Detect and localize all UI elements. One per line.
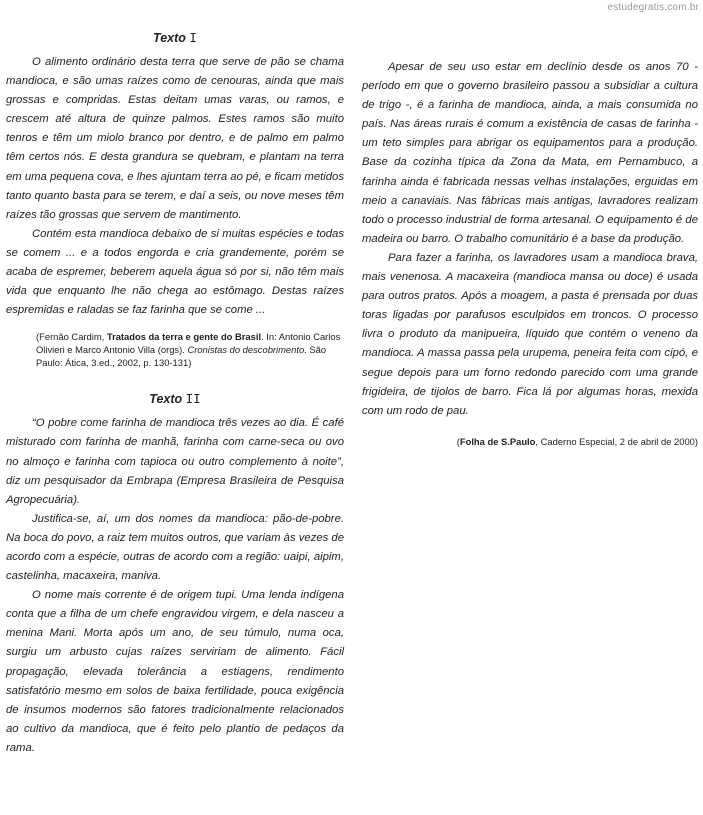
citation-title: Tratados da terra e gente do Brasil [106,331,262,343]
texto-1-paragraph-1: O alimento ordinário desta terra que serve de pão se chama mandioca, e são umas raízes como de cenouras, ainda que mais grossas e compridas. Estas deitam umas varas, ou ramos, e crescem até altura de quinze palmos. Estes ramos são muito tenros e têm um miolo branco por dentro, e de palmo em palmo têm certos nós. E desta grandura se quebram, e plantam na terra em uma pequena cova, e lhes ajuntam terra ao pé, e ficam metidos tanto quanto basta para se terem, e daí a seis, ou nove meses têm raízes tão grossas que servem de mantimento. [6,56,344,221]
watermark: estudegratis.com.br [607,2,699,13]
heading-number: II [185,391,201,407]
texto-1-paragraph-2: Contém esta mandioca debaixo de si muitas espécies e todas se comem ... e a todos engorda e cria grandemente, porém se acaba de espremer, beberem aquela água só por si, não têm mais vida que enquanto lhe não chega ao estômago. Destas raízes espremidas e raladas se faz farinha que se come ... [6,227,344,317]
citation-suffix: . São Paulo: Ática, 3.ed., 2002, p. 130-131) [36,344,327,369]
texto-2-paragraph-4: Apesar de seu uso estar em declínio desde os anos 70 - período em que o governo brasileiro passou a subsidiar a cultura de trigo -, é a farinha de mandioca, ainda, a mais consumida no país. Nas áreas rurais é comum a existência de casas de farinha - um teto simples para abrigar os equipamentos para a produção. Base da cozinha típica da Zona da Mata, em Pernambuco, a farinha ainda é fabricada nessas velhas instalações, erguidas em meio a canaviais. Nas fábricas mais antigas, lavradores realizam todo o processo industrial de forma artesanal. O equipamento é de madeira ou barro. O trabalho comunitário é a base da produção. [362,61,698,245]
heading-word: Texto [153,31,186,45]
heading-number: I [189,30,197,45]
heading-word: Texto [149,392,183,407]
citation-prefix: (Fernão Cardim, [36,331,107,343]
left-column [6,30,344,758]
citation-source: Folha de S.Paulo [459,435,536,447]
right-column [362,58,698,448]
citation-suffix: , Caderno Especial, 2 de abril de 2000) [535,435,698,447]
citation-book: Cronistas do descobrimento [187,344,305,356]
texto-2-paragraph-5: Para fazer a farinha, os lavradores usam a mandioca brava, mais venenosa. A macaxeira (mandioca mansa ou doce) é usada para outros pratos. Após a moagem, a pasta é prensada por duas toras ligadas por parafusos esculpidos em troncos. O processo livra o produto da manipueira, líquido que contém o veneno da mandioca. A massa passa pela urupema, peneira feita com cipó, e segue depois para um forno redondo parecido com uma grande frigideira, de tijolos de barro. Fica lá por algumas horas, mexida com um rodo de pau. [362,251,698,417]
texto-2-paragraph-1: “O pobre come farinha de mandioca três vezes ao dia. É café misturado com farinha de manhã, farinha com carne-seca ou ovo no almoço e farinha com tapioca ou outro complemento à noite”, diz um pesquisador da Embrapa (Empresa Brasileira de Pesquisa Agropecuária). [6,417,344,506]
texto-2-heading [6,391,344,406]
texto-1-citation [36,330,344,369]
texto-2-citation [362,435,698,448]
texto-1-heading [6,30,344,45]
citation-middle: . In: Antonio Carlos Olivieri e Marco Antonio Villa (orgs). [36,331,341,356]
texto-2-paragraph-2: Justifica-se, aí, um dos nomes da mandioca: pão-de-pobre. Na boca do povo, a raiz tem muitos outros, que variam às vezes de acordo com a espécie, outras de acordo com a região: uaipi, aipim, castelinha, macaxeira, maniva. [6,512,344,583]
texto-2-paragraph-3: O nome mais corrente é de origem tupi. Uma lenda indígena conta que a filha de um chefe engravidou virgem, e dela nasceu a menina Mani. Morta após um ano, de seu túmulo, numa oca, surgiu um arbusto cujas raízes serviriam de alimento. Fácil propagação, elevada tolerância a estiagens, rendimento satisfatório mesmo em solos de baixa fertilidade, pouca exigência de insumos modernos são fatores tradicionalmente relacionados ao cultivo da mandioca, que é feito pelo plantio de pedaços da rama. [6,589,344,754]
citation-prefix: ( [456,435,460,447]
